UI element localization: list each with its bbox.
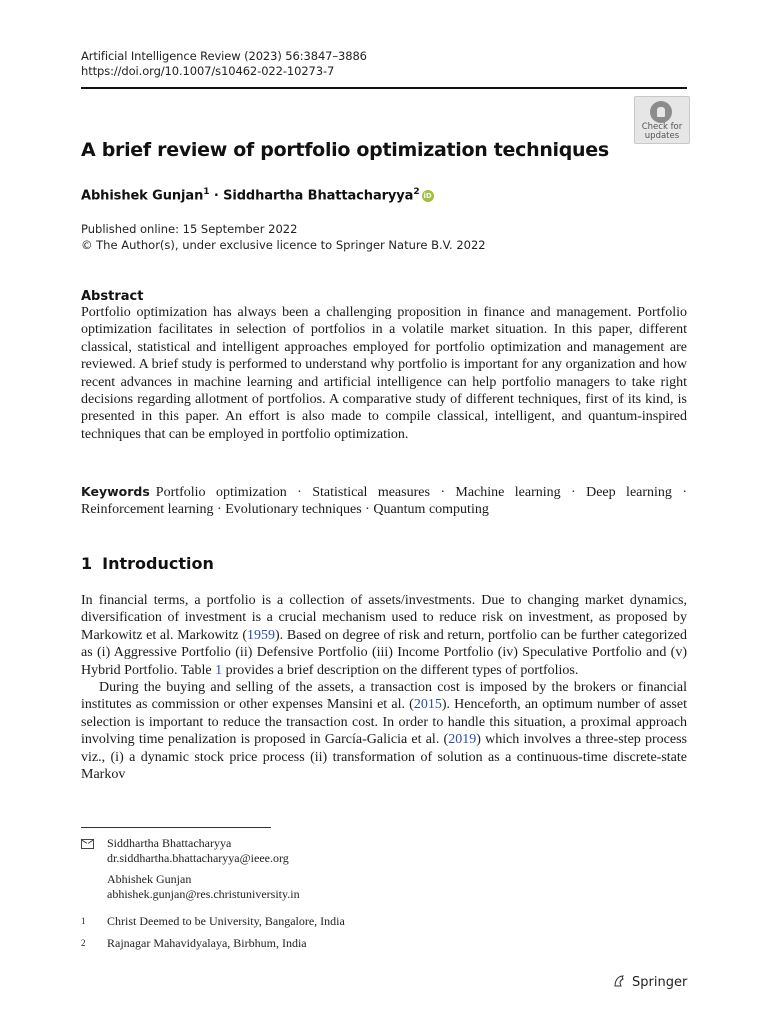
coauthor-contact [81,872,300,902]
text-run: ). Henceforth, an optimum number of asset selection is important to reduce the transaction cost. In order to handle this situation, a proximal approach involving time penalization is proposed in García-Galicia et al. ( [81,697,687,748]
badge-label: Check for updates [641,122,683,141]
coauthor-name: Abhishek Gunjan [107,872,192,886]
paragraph [81,592,687,679]
check-for-updates-badge[interactable] [634,96,690,144]
affiliation-mark: 2 [413,187,420,197]
affiliation-text: Rajnagar Mahavidyalaya, Birbhum, India [107,936,307,950]
affiliation-number: 2 [81,938,86,948]
orcid-icon[interactable]: iD [423,192,432,201]
text-run: During the buying and selling of the assets, a transaction cost is imposed by the brokers or financial institutes as commission or other expenses Mansini et al. ( [81,680,687,713]
author-line [81,187,434,203]
text-run: In financial terms, a portfolio is a collection of assets/investments. Due to changing market dynamics, diversification of investment is a crucial mechanism used to reduce risk on investment, as proposed by Markowitz et al. Markowitz ( [81,593,687,643]
section-heading [81,554,214,573]
table-link[interactable]: 1 [215,662,223,678]
affiliation-2 [81,936,307,951]
affiliation-mark: 1 [203,187,210,197]
publisher-name: Springer [632,975,688,990]
affiliation-1 [81,914,345,929]
published-date: Published online: 15 September 2022 [81,222,298,236]
text-run: ). Based on degree of risk and return, portfolio can be further categorized as (i) Aggressive Portfolio (ii) Defensive Portfolio (iii) Income Portfolio (iv) Speculative Portfolio and (v) Hybrid Portfolio. Table [81,627,688,678]
doi-link[interactable]: https://doi.org/10.1007/s10462-022-10273-7 [81,64,335,78]
section-title: Introduction [102,554,214,573]
springer-horse-icon [612,974,626,988]
introduction-body [81,592,687,783]
text-run: provides a brief description on the different types of portfolios. [222,662,579,678]
abstract-heading: Abstract [81,289,144,304]
envelope-icon [81,839,94,849]
author-separator: · [209,188,224,204]
publisher-logo [612,974,687,990]
author-name[interactable]: Abhishek Gunjan [81,188,204,204]
correspondent-name: Siddhartha Bhattacharyya [107,836,232,850]
section-number: 1 [81,554,93,573]
citation-link[interactable]: 1959 [247,627,275,643]
abstract-text: Portfolio optimization has always been a challenging proposition in finance and management. Portfolio optimization facilitates in selection of portfolios in a volatile market situation. In this paper, different classical, statistical and intelligent approaches employed for portfolio optimization and management are reviewed. A brief study is performed to understand why portfolio is important for any organization and how recent advances in machine learning and artificial intelligence can help portfolio managers to take right decisions regarding allotment of portfolios. A comparative study of different techniques, first of its kind, is presented in this paper. An effort is also made to compile classical, intelligent, and quantum-inspired techniques that can be employed in portfolio optimization. [81,305,687,442]
copyright-notice: © The Author(s), under exclusive licence to Springer Nature B.V. 2022 [81,238,486,252]
affiliation-number: 1 [81,916,86,926]
affiliation-text: Christ Deemed to be University, Bangalore, India [107,914,345,928]
keywords-block [81,483,687,519]
keywords-label: Keywords [81,484,150,499]
keywords-list: Portfolio optimization · Statistical measures · Machine learning · Deep learning · Reinforcement learning · Evolutionary techniques · Quantum computing [81,485,687,518]
footnote-rule [81,827,271,828]
bookmark-icon [650,101,672,123]
coauthor-email[interactable]: abhishek.gunjan@res.christuniversity.in [107,887,300,901]
citation-link[interactable]: 2015 [413,697,442,713]
journal-citation: Artificial Intelligence Review (2023) 56:3847–3886 [81,49,367,63]
author-name[interactable]: Siddhartha Bhattacharyya [223,188,414,204]
header-rule [81,87,687,89]
corresponding-author [81,836,289,866]
correspondent-email[interactable]: dr.siddhartha.bhattacharyya@ieee.org [107,851,289,865]
paragraph [81,679,687,783]
paper-title: A brief review of portfolio optimization techniques [81,139,609,161]
citation-link[interactable]: 2019 [448,732,477,748]
text-run: ) which involves a three-step process viz., (i) a dynamic stock price process (ii) transformation of solution as a continuous-time discrete-state Markov [81,732,687,783]
